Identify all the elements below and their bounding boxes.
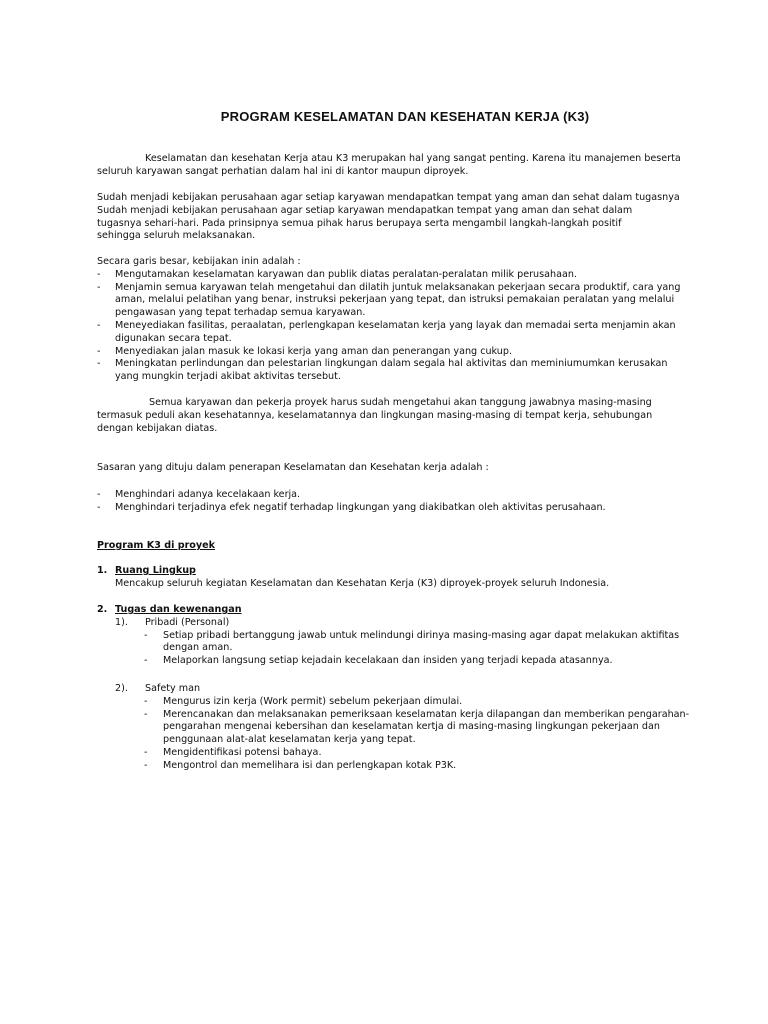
subsection-number: 1). xyxy=(115,616,128,628)
text-line: seluruh karyawan sangat perhatian dalam hal ini di kantor maupun diproyek. xyxy=(97,165,469,177)
text-line: pengarahan mengenai kebersihan dan keselamatan kertja di masing-masing lingkungan pekerjaan dan xyxy=(163,721,660,733)
text-line: Merencanakan dan melaksanakan pemeriksaan keselamatan kerja dilapangan dan memberikan pengarahan- xyxy=(163,708,690,720)
section-text: Mencakup seluruh kegiatan Keselamatan dan Kesehatan Kerja (K3) diproyek-proyek seluruh Indonesia. xyxy=(115,577,610,589)
subsection-number: 2). xyxy=(115,682,128,694)
bullet-dash: - xyxy=(144,708,148,720)
bullet-dash: - xyxy=(144,629,148,641)
list-item xyxy=(97,319,676,346)
text-line: Melaporkan langsung setiap kejadain kecelakaan dan insiden yang terjadi kepada atasannya. xyxy=(163,655,613,667)
text-line: Mengutamakan keselamatan karyawan dan publik diatas peralatan-peralatan milik perusahaan. xyxy=(115,268,577,280)
section-title: Ruang Lingkup xyxy=(115,565,196,576)
text-line: Meningkatan perlindungan dan pelestarian lingkungan dalam segala hal aktivitas dan meminiumumkan kerusakan xyxy=(115,358,668,370)
section-ruang-lingkup xyxy=(97,565,637,591)
text-line: Semua karyawan dan pekerja proyek harus sudah mengetahui akan tanggung jawabnya masing-masing xyxy=(149,397,652,408)
bullet-dash: - xyxy=(144,695,148,707)
text-line: dengan aman. xyxy=(163,642,233,654)
text-line: Mengontrol dan memelihara isi dan perlengkapan kotak P3K. xyxy=(163,759,457,771)
bullet-dash: - xyxy=(97,501,101,513)
document-title: PROGRAM KESELAMATAN DAN KESEHATAN KERJA (K3) xyxy=(220,109,590,124)
list-item xyxy=(97,655,637,668)
text-line: Setiap pribadi bertanggung jawab untuk melindungi dirinya masing-masing agar dapat melakukan aktifitas xyxy=(163,629,680,641)
text-line: pengawasan yang tepat terhadap semua karyawan. xyxy=(115,307,366,319)
subsection-heading xyxy=(97,683,637,696)
text-line: sehingga seluruh melaksanakan. xyxy=(97,230,256,242)
program-heading: Program K3 di proyek xyxy=(97,540,216,551)
list-item xyxy=(97,269,637,282)
text-line: Mengurus izin kerja (Work permit) sebelum pekerjaan dimulai. xyxy=(163,695,463,707)
bullet-dash: - xyxy=(97,281,101,293)
text-line: Keselamatan dan kesehatan Kerja atau K3 merupakan hal yang sangat penting. Karena itu manajemen beserta xyxy=(145,153,681,164)
list-item xyxy=(97,502,637,515)
bullet-dash: - xyxy=(97,345,101,357)
text-line: Meneyediakan fasilitas, peraalatan, perlengkapan keselamatan kerja yang layak dan memadai serta menjamin akan xyxy=(115,319,676,331)
subsection-label: Safety man xyxy=(145,682,201,694)
list-item xyxy=(97,747,637,760)
workers-paragraph xyxy=(97,397,653,435)
text-line: termasuk peduli akan kesehatannya, keselamatannya dan lingkungan masing-masing di tempat kerja, sehubungan xyxy=(97,409,653,421)
bullet-dash: - xyxy=(144,759,148,771)
bullet-dash: - xyxy=(144,655,148,667)
intro-paragraph xyxy=(97,153,681,179)
text-line: dengan kebijakan diatas. xyxy=(97,422,218,434)
bullet-dash: - xyxy=(97,488,101,500)
section-heading xyxy=(97,604,637,617)
bullet-dash: - xyxy=(97,268,101,280)
text-line: Sudah menjadi kebijakan perusahaan agar setiap karyawan mendapatkan tempat yang aman dan sehat dalam tugasnya xyxy=(97,192,680,203)
bullet-dash: - xyxy=(144,746,148,758)
policy-section xyxy=(97,256,681,384)
list-item xyxy=(97,281,681,320)
program-section xyxy=(97,540,637,553)
text-line: Sudah menjadi kebijakan perusahaan agar setiap karyawan mendapatkan tempat yang aman dan sehat dalam xyxy=(97,204,633,216)
section-heading xyxy=(97,565,637,578)
subsection-label: Pribadi (Personal) xyxy=(145,616,230,628)
text-line: Menghindari terjadinya efek negatif terhadap lingkungan yang diakibatkan oleh aktivitas perusahaan. xyxy=(115,501,606,513)
text-line: Menyediakan jalan masuk ke lokasi kerja yang aman dan penerangan yang cukup. xyxy=(115,345,513,357)
section-number: 2. xyxy=(97,604,108,615)
section-title: Tugas dan kewenangan xyxy=(115,604,242,615)
list-item xyxy=(97,629,680,656)
list-item xyxy=(97,358,668,384)
section-number: 1. xyxy=(97,565,108,576)
targets-intro: Sasaran yang dituju dalam penerapan Keselamatan dan Kesehatan kerja adalah : xyxy=(97,462,489,473)
list-item xyxy=(97,708,690,747)
list-item xyxy=(97,696,637,709)
text-line: digunakan secara tepat. xyxy=(115,332,232,344)
bullet-dash: - xyxy=(97,319,101,331)
text-line: yang mungkin terjadi akibat aktivitas tersebut. xyxy=(115,371,341,383)
policy-intro: Secara garis besar, kebijakan inin adalah : xyxy=(97,256,301,267)
text-line: penggunaan alat-alat keselamatan kerja yang tepat. xyxy=(163,734,416,746)
text-line: tugasnya sehari-hari. Pada prinsipnya semua pihak harus berupaya serta mengambil langkah-langkah positif xyxy=(97,217,622,229)
text-line: Menghindari adanya kecelakaan kerja. xyxy=(115,488,301,500)
targets-section xyxy=(97,462,637,514)
bullet-dash: - xyxy=(97,358,101,370)
list-item xyxy=(97,760,637,773)
subsection-heading xyxy=(97,617,637,630)
list-item xyxy=(97,489,637,502)
policy-paragraph xyxy=(97,192,680,243)
text-line: Menjamin semua karyawan telah mengetahui dan dilatih juntuk melaksanakan pekerjaan secara produktif, cara yang xyxy=(115,281,681,293)
list-item xyxy=(97,346,637,359)
text-line: aman, melalui pelatihan yang benar, instruksi pekerjaan yang tepat, dan istruksi pemakaian peralatan yang melalui xyxy=(115,294,675,306)
section-tugas xyxy=(97,604,690,773)
text-line: Mengidentifikasi potensi bahaya. xyxy=(163,746,322,758)
